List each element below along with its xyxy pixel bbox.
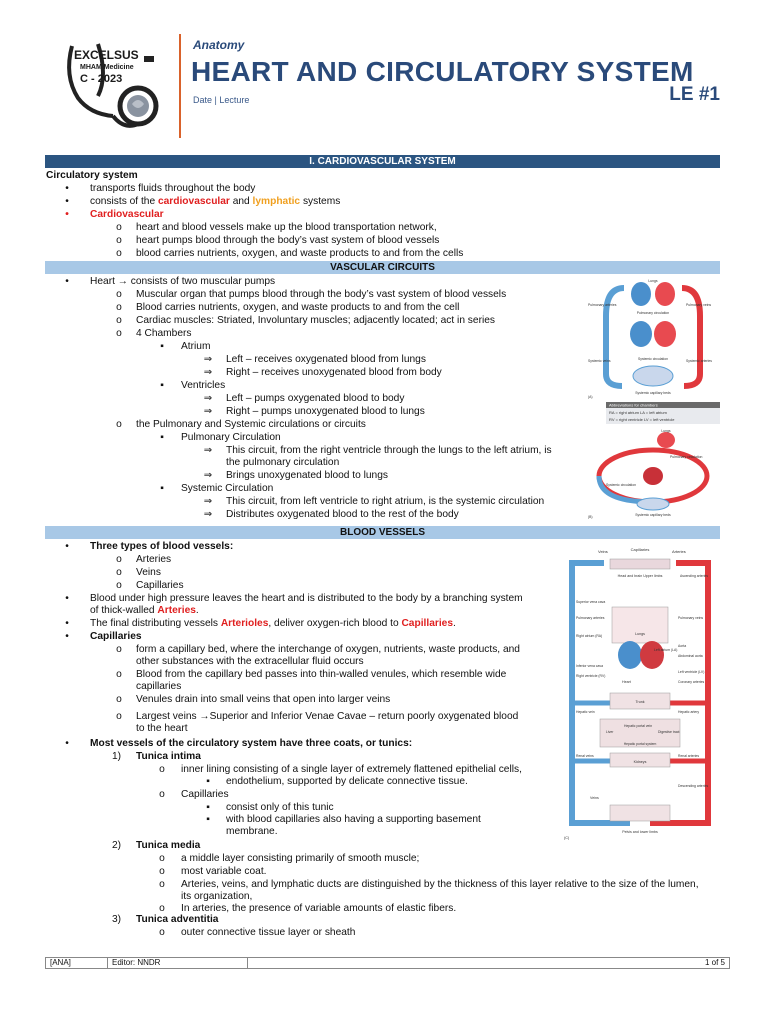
bullet-icon: • — [65, 593, 69, 604]
list-item: Arteries, veins, and lymphatic ducts are distinguished by the thickness of this layer relative to the size of the lumen, — [181, 879, 699, 890]
square-bullet-icon: ▪ — [160, 341, 164, 352]
fig3-label-20: Hepatic artery — [678, 710, 700, 714]
circle-bullet-icon: o — [116, 669, 122, 680]
fig3-label-9: Lungs — [635, 632, 645, 636]
list-item: membrane. — [226, 826, 278, 837]
fig3-label-7: Pulmonary veins — [678, 616, 704, 620]
list-item: heart pumps blood through the body’s vast system of blood vessels — [136, 235, 440, 246]
circle-bullet-icon: o — [159, 927, 165, 938]
fig3-label-13: Inferior vena cava — [576, 664, 603, 668]
fig3-label-14: Right ventricle (RV) — [576, 674, 606, 678]
bullet-icon: • — [65, 209, 69, 220]
arrow-bullet-icon: ⇒ — [203, 496, 213, 507]
list-item: outer connective tissue layer or sheath — [181, 927, 356, 938]
circle-bullet-icon: o — [159, 903, 165, 914]
fig3-label-27: Kidneys — [633, 760, 647, 764]
fig3-label-1: Capillaries — [630, 547, 650, 552]
bullet-icon: • — [65, 631, 69, 642]
fig3-label-16: Heart — [622, 680, 631, 684]
list-item: consist only of this tunic — [226, 802, 334, 813]
list-item: inner lining consisting of a single layer of extremely flattened epithelial cells, — [181, 764, 522, 775]
fig1-label-2: Pulmonary veins — [686, 303, 712, 307]
fig3-label-17: Coronary arteries — [678, 680, 705, 684]
list-item: Capillaries — [90, 631, 142, 642]
list-item: Pulmonary Circulation — [181, 432, 281, 443]
fig1-label-5: Systemic veins — [588, 359, 611, 363]
list-item: Blood under high pressure leaves the heart and is distributed to the body by a branching system — [90, 593, 523, 604]
list-item: heart and blood vessels make up the blood transportation network, — [136, 222, 437, 233]
list-item: capillaries — [136, 681, 182, 692]
list-item: Arteries — [136, 554, 172, 565]
list-number: 2) — [112, 840, 122, 851]
fig1-label-4: Systemic circulation — [638, 357, 668, 361]
chamber-abbreviation-table — [606, 402, 720, 424]
list-item: its organization, — [181, 891, 253, 902]
list-item: Blood from the capillary bed passes into thin-walled venules, which resemble wide — [136, 669, 507, 680]
arrow-bullet-icon: ⇒ — [203, 445, 213, 456]
list-item: blood carries nutrients, oxygen, and waste products to and from the cells — [136, 248, 464, 259]
fig2-label-0: Lungs — [661, 429, 671, 433]
bullet-icon: • — [65, 276, 69, 287]
page-footer — [45, 957, 730, 969]
list-item: Veins — [136, 567, 161, 578]
list-item: Venules drain into small veins that open into larger veins — [136, 694, 391, 705]
circle-bullet-icon: o — [116, 644, 122, 655]
bullet-icon: • — [65, 738, 69, 749]
fig3-label-30: Pelvis and lower limbs — [622, 830, 658, 834]
fig1-label-3: Pulmonary circulation — [636, 311, 670, 315]
square-bullet-icon: ▪ — [160, 380, 164, 391]
section-header-blood-vessels: BLOOD VESSELS — [45, 526, 720, 539]
circle-bullet-icon: o — [116, 567, 122, 578]
arrow-bullet-icon: ⇒ — [203, 367, 213, 378]
list-item: form a capillary bed, where the interchange of oxygen, nutrients, waste products, and — [136, 644, 520, 655]
pulmonary-systemic-diagram — [586, 276, 720, 400]
fig2-label-3: Systemic capillary beds — [635, 513, 671, 517]
list-item: Capillaries — [136, 580, 184, 591]
circle-bullet-icon: o — [116, 711, 122, 722]
fig3-label-28: Descending arteries — [678, 784, 709, 788]
circle-bullet-icon: o — [116, 248, 122, 259]
list-item: Three types of blood vessels: — [90, 541, 234, 552]
fig3-label-3: Head and brain Upper limbs — [617, 574, 663, 578]
arrow-bullet-icon: ⇒ — [203, 406, 213, 417]
circle-bullet-icon: o — [116, 222, 122, 233]
list-item: Capillaries — [181, 789, 229, 800]
list-item: Ventricles — [181, 380, 226, 391]
list-item: Systemic Circulation — [181, 483, 274, 494]
svg-text:EXCELSUS: EXCELSUS — [74, 48, 139, 62]
fig3-label-29: Veins — [590, 796, 599, 800]
list-item: This circuit, from left ventricle to right atrium, is the systemic circulation — [226, 496, 545, 507]
circle-bullet-icon: o — [159, 789, 165, 800]
list-number: 3) — [112, 914, 122, 925]
subject-label: Anatomy — [193, 38, 245, 52]
circle-bullet-icon: o — [159, 879, 165, 890]
circle-bullet-icon: o — [159, 853, 165, 864]
fig1-label-1: Pulmonary arteries — [588, 303, 617, 307]
fig3-label-6: Pulmonary arteries — [576, 616, 605, 620]
list-item: Muscular organ that pumps blood through the body’s vast system of blood vessels — [136, 289, 507, 300]
square-bullet-icon: ▪ — [206, 814, 210, 825]
systemic-circulation-diagram — [560, 543, 720, 843]
list-item: Left – pumps oxygenated blood to body — [226, 393, 405, 404]
fig3-label-24: Hepatic portal system — [623, 742, 657, 746]
fig2-label-2: Systemic circulation — [606, 483, 636, 487]
list-item: Right – pumps unoxygenated blood to lungs — [226, 406, 425, 417]
list-item: a middle layer consisting primarily of smooth muscle; — [181, 853, 420, 864]
fig3-label-23: Digestive tract — [658, 730, 680, 734]
list-item: Blood carries nutrients, oxygen, and waste products to and from the cell — [136, 302, 460, 313]
bullet-icon: • — [65, 618, 69, 629]
square-bullet-icon: ▪ — [160, 432, 164, 443]
list-item: Most vessels of the circulatory system have three coats, or tunics: — [90, 738, 413, 749]
list-item: endothelium, supported by delicate connective tissue. — [226, 776, 468, 787]
list-item: Atrium — [181, 341, 211, 352]
fig3-label-11: Left atrium (LA) — [654, 648, 678, 652]
fig3-label-4: Ascending arteries — [680, 574, 709, 578]
fig3-label-18: Trunk — [635, 700, 645, 704]
list-item: Tunica media — [136, 840, 201, 851]
heading-circulatory: Circulatory system — [46, 170, 138, 181]
fig3-label-5: Superior vena cava — [576, 600, 606, 604]
page-title: HEART AND CIRCULATORY SYSTEM — [191, 56, 694, 87]
arrow-bullet-icon: ⇒ — [203, 354, 213, 365]
fig3-label-21: Liver — [606, 730, 614, 734]
square-bullet-icon: ▪ — [206, 776, 210, 787]
circle-bullet-icon: o — [116, 419, 122, 430]
page-header — [0, 0, 768, 150]
fig2-label-4: (B) — [588, 515, 593, 519]
section-header-vascular: VASCULAR CIRCUITS — [45, 261, 720, 274]
bullet-icon: • — [65, 541, 69, 552]
fig3-label-8: Right atrium (RA) — [576, 634, 603, 638]
date-lecture: Date | Lecture — [193, 95, 250, 105]
list-item: Distributes oxygenated blood to the rest of the body — [226, 509, 459, 520]
list-item: the pulmonary circulation — [226, 457, 340, 468]
svg-text:MHAM Medicine: MHAM Medicine — [80, 64, 134, 71]
circle-bullet-icon: o — [116, 315, 122, 326]
svg-text:C - 2023: C - 2023 — [80, 73, 123, 85]
circulation-loop-diagram — [586, 428, 720, 520]
fig1-table-row-0: Abbreviations for chambers — [609, 402, 658, 408]
arrow-bullet-icon: ⇒ — [203, 393, 213, 404]
fig1-label-8: (A) — [588, 395, 593, 399]
list-item: with blood capillaries also having a supporting basement — [226, 814, 481, 825]
list-item: Cardiovascular — [90, 209, 164, 220]
header-rule — [179, 34, 181, 138]
fig3-label-15: Left ventricle (LV) — [678, 670, 705, 674]
list-item: other substances with the extracellular fluid occurs — [136, 656, 364, 667]
fig3-label-12: Abdominal aorta — [678, 654, 703, 658]
fig3-label-26: Renal arteries — [678, 754, 700, 758]
footer-page-number: 1 of 5 — [704, 958, 725, 967]
arrow-bullet-icon: ⇒ — [203, 470, 213, 481]
arrow-bullet-icon: ⇒ — [203, 509, 213, 520]
footer-code: [ANA] — [46, 958, 108, 968]
list-item: Right – receives unoxygenated blood from body — [226, 367, 442, 378]
circle-bullet-icon: o — [116, 580, 122, 591]
list-item: The final distributing vessels Arterioles, deliver oxygen-rich blood to Capillaries. — [90, 618, 456, 629]
list-item: Tunica adventitia — [136, 914, 219, 925]
bullet-icon: • — [65, 183, 69, 194]
bullet-icon: • — [65, 196, 69, 207]
fig3-label-25: Renal veins — [576, 754, 594, 758]
list-item: Largest veins →Superior and Inferior Venae Cavae – return poorly oxygenated blood — [136, 711, 519, 722]
circle-bullet-icon: o — [116, 694, 122, 705]
fig3-label-19: Hepatic vein — [576, 710, 595, 714]
fig3-label-10: Aorta — [678, 644, 687, 648]
fig1-label-7: Systemic capillary beds — [635, 391, 671, 395]
fig3-label-0: Veins — [598, 549, 608, 554]
list-item: consists of the cardiovascular and lymphatic systems — [90, 196, 341, 207]
list-item: Left – receives oxygenated blood from lungs — [226, 354, 426, 365]
list-item: In arteries, the presence of variable amounts of elastic fibers. — [181, 903, 457, 914]
list-item: Brings unoxygenated blood to lungs — [226, 470, 388, 481]
list-item: 4 Chambers — [136, 328, 192, 339]
list-number: 1) — [112, 751, 122, 762]
circle-bullet-icon: o — [116, 302, 122, 313]
fig3-label-2: Arteries — [672, 549, 686, 554]
circle-bullet-icon: o — [159, 764, 165, 775]
list-item: the Pulmonary and Systemic circulations or circuits — [136, 419, 366, 430]
list-item: of thick-walled Arteries. — [90, 605, 199, 616]
circle-bullet-icon: o — [116, 554, 122, 565]
fig1-label-0: Lungs — [648, 279, 658, 283]
list-item: most variable coat. — [181, 866, 267, 877]
fig3-label-22: Hepatic portal vein — [624, 724, 653, 728]
fig1-label-6: Systemic arteries — [686, 359, 713, 363]
circle-bullet-icon: o — [116, 289, 122, 300]
list-item: This circuit, from the right ventricle through the lungs to the left atrium, is — [226, 445, 552, 456]
fig1-table-row-1: RA = right atrium LA = left atrium — [609, 410, 667, 415]
square-bullet-icon: ▪ — [206, 802, 210, 813]
list-item: transports fluids throughout the body — [90, 183, 256, 194]
fig3-label-31: (C) — [564, 836, 570, 840]
section-header-cardiovascular: I. CARDIOVASCULAR SYSTEM — [45, 155, 720, 168]
list-item: to the heart — [136, 723, 188, 734]
lecture-number: LE #1 — [669, 84, 720, 105]
circle-bullet-icon: o — [116, 328, 122, 339]
excelsus-logo — [58, 36, 168, 136]
list-item: Cardiac muscles: Striated, Involuntary muscles; adjacently located; act in series — [136, 315, 495, 326]
footer-editor: Editor: NNDR — [108, 958, 248, 968]
square-bullet-icon: ▪ — [160, 483, 164, 494]
circle-bullet-icon: o — [159, 866, 165, 877]
circle-bullet-icon: o — [116, 235, 122, 246]
fig1-table-row-2: RV = right ventricle LV = left ventricle — [609, 417, 675, 422]
list-item: Heart → consists of two muscular pumps — [90, 276, 276, 287]
fig2-label-1: Pulmonary circulation — [670, 455, 703, 459]
list-item: Tunica intima — [136, 751, 201, 762]
